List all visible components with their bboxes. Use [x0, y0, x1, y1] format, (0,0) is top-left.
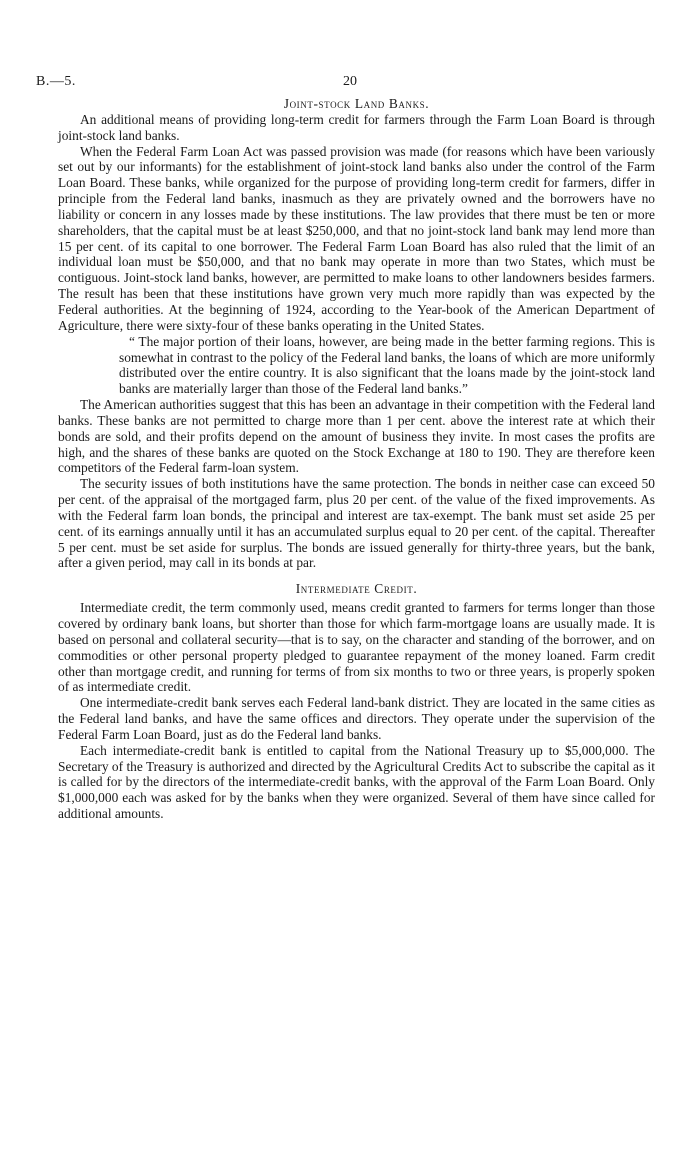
- section-heading-intermediate-credit: Intermediate Credit.: [295, 581, 418, 597]
- paragraph: The American authorities suggest that this has been an advantage in their competition with the Federal land banks. These banks are not permitted to charge more than 1 per cent. above the interest rate at which their bonds are sold, and their profits depend on the amount of business they invite. In most cases the profits are high, and the shares of these banks are quoted on the Stock Exchange at 180 to 190. They are therefore keen competitors of the Federal farm-loan system.: [58, 397, 655, 476]
- paragraph: An additional means of providing long-term credit for farmers through the Farm Loan Board is through joint-stock land banks.: [58, 111, 655, 143]
- block-quote: “ The major portion of their loans, however, are being made in the better farming regions. This is somewhat in contrast to the policy of the Federal land banks, the loans of which are more uniformly distributed over the entire country. It is also significant that the loans made by the joint-stock land banks are materially larger than those of the Federal land banks.”: [119, 333, 655, 397]
- paragraph: When the Federal Farm Loan Act was passed provision was made (for reasons which have been variously set out by our informants) for the establishment of joint-stock land banks also under the control of the Farm Loan Board. These banks, while organized for the purpose of providing long-term credit for farmers, differ in principle from the Federal land banks, inasmuch as they are privately owned and the borrowers have no liability or concern in any losses made by these institutions. The law provides that there must be ten or more shareholders, that the capital must be at least $250,000, and that no joint-stock land bank may lend more than 15 per cent. of its capital to one borrower. The Federal Farm Loan Board has also ruled that the limit of an individual loan must be $50,000, and that no bank may operate in more than two States, which must be contiguous. Joint-stock land banks, however, are permitted to make loans to other landowners besides farmers. The result has been that these institutions have grown very much more rapidly than was expected by the Federal authorities. At the beginning of 1924, according to the Year-book of the American Department of Agriculture, there were sixty-four of these banks operating in the United States.: [58, 143, 655, 333]
- page-number: 20: [343, 74, 357, 89]
- paragraph: One intermediate-credit bank serves each Federal land-bank district. They are located in the same cities as the Federal land banks, and have the same offices and directors. They operate under the supervision of the Federal Farm Loan Board, just as do the Federal land banks.: [58, 695, 655, 742]
- page-body: [58, 96, 655, 822]
- section-heading-joint-stock: Joint-stock Land Banks.: [283, 96, 430, 111]
- paragraph: The security issues of both institutions have the same protection. The bonds in neither case can exceed 50 per cent. of the appraisal of the mortgaged farm, plus 20 per cent. of the value of the fixed improvements. As with the Federal farm loan bonds, the principal and interest are tax-exempt. The bank must set aside 25 per cent. of its earnings annually until it has an accumulated surplus equal to 20 per cent. of the capital. Thereafter 5 per cent. must be set aside for surplus. The bonds are issued generally for thirty-three years, but the bank, after a given period, may call in its bonds at par.: [58, 476, 655, 571]
- paragraph: Intermediate credit, the term commonly used, means credit granted to farmers for terms longer than those covered by ordinary bank loans, but shorter than those for which farm-mortgage loans are usually made. It is based on personal and collateral security—that is to say, on the character and standing of the borrower, and on commodities or other personal property pledged to guarantee repayment of the money loaned. Farm credit other than mortgage credit, and running for terms of from six months to two or three years, is properly spoken of as intermediate credit.: [58, 600, 655, 695]
- paragraph: Each intermediate-credit bank is entitled to capital from the National Treasury up to $5,000,000. The Secretary of the Treasury is authorized and directed by the Agricultural Credits Act to subscribe the capital as it is called for by the directors of the intermediate-credit banks, with the approval of the Farm Loan Board. Only $1,000,000 each was asked for by the banks when they were organized. Several of them have since called for additional amounts.: [58, 742, 655, 822]
- section-reference: B.—5.: [36, 74, 76, 89]
